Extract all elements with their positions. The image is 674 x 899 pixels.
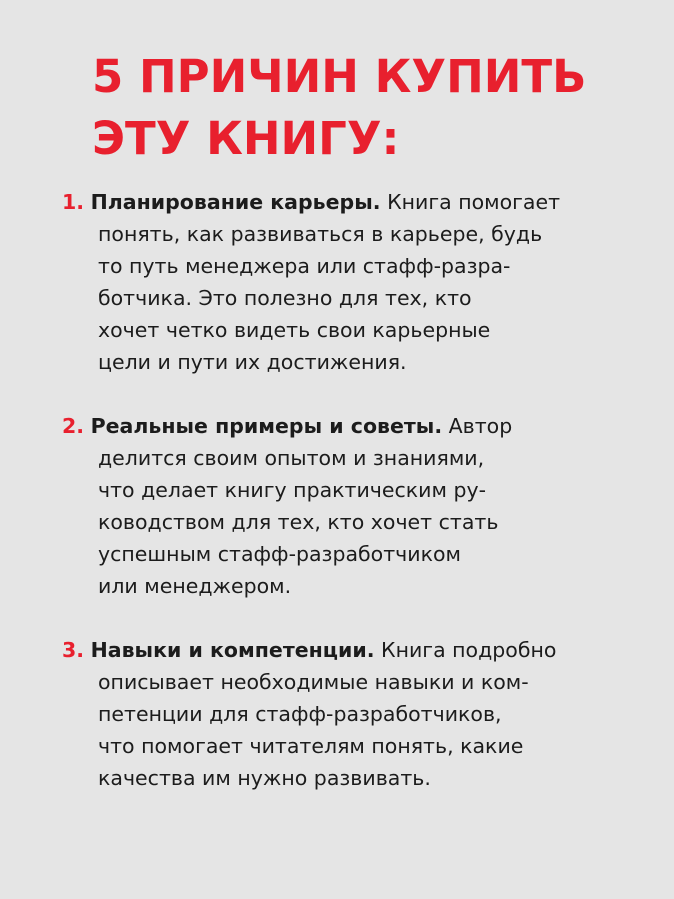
- reason-number: 1.: [62, 190, 85, 214]
- reason-item-3: [62, 634, 642, 794]
- reason-heading: Навыки и компетенции.: [90, 638, 375, 662]
- reason-text: Книга подробно: [374, 638, 557, 662]
- reason-line: успешным стафф-разработчиком: [98, 542, 461, 566]
- reason-number: 3.: [62, 638, 85, 662]
- reason-item-2: [62, 410, 642, 602]
- page-title: [92, 46, 612, 170]
- reason-number: 2.: [62, 414, 85, 438]
- reason-first-line: [62, 634, 642, 666]
- reason-line: цели и пути их достижения.: [98, 350, 407, 374]
- reasons-list: [62, 186, 642, 826]
- reason-text: Книга помогает: [380, 190, 561, 214]
- reason-line: ководством для тех, кто хочет стать: [98, 510, 499, 534]
- reason-line: ботчика. Это полезно для тех, кто: [98, 286, 472, 310]
- reason-heading: Планирование карьеры.: [90, 190, 381, 214]
- reason-line: или менеджером.: [98, 574, 292, 598]
- reason-line: понять, как развиваться в карьере, будь: [98, 222, 543, 246]
- reason-first-line: [62, 186, 642, 218]
- reason-line: описывает необходимые навыки и ком-: [98, 670, 529, 694]
- reason-line: хочет четко видеть свои карьерные: [98, 318, 491, 342]
- reason-heading: Реальные примеры и советы.: [90, 414, 443, 438]
- reason-line: что делает книгу практическим ру-: [98, 478, 487, 502]
- reason-text: Автор: [442, 414, 513, 438]
- title-line-1: 5 ПРИЧИН КУПИТЬ: [92, 50, 587, 103]
- reason-line: делится своим опытом и знаниями,: [98, 446, 485, 470]
- title-line-2: ЭТУ КНИГУ:: [92, 112, 400, 165]
- reason-line: качества им нужно развивать.: [98, 766, 431, 790]
- reason-line: петенции для стафф-разработчиков,: [98, 702, 502, 726]
- reason-line: то путь менеджера или стафф-разра-: [98, 254, 511, 278]
- reason-item-1: [62, 186, 642, 378]
- reason-first-line: [62, 410, 642, 442]
- reason-line: что помогает читателям понять, какие: [98, 734, 524, 758]
